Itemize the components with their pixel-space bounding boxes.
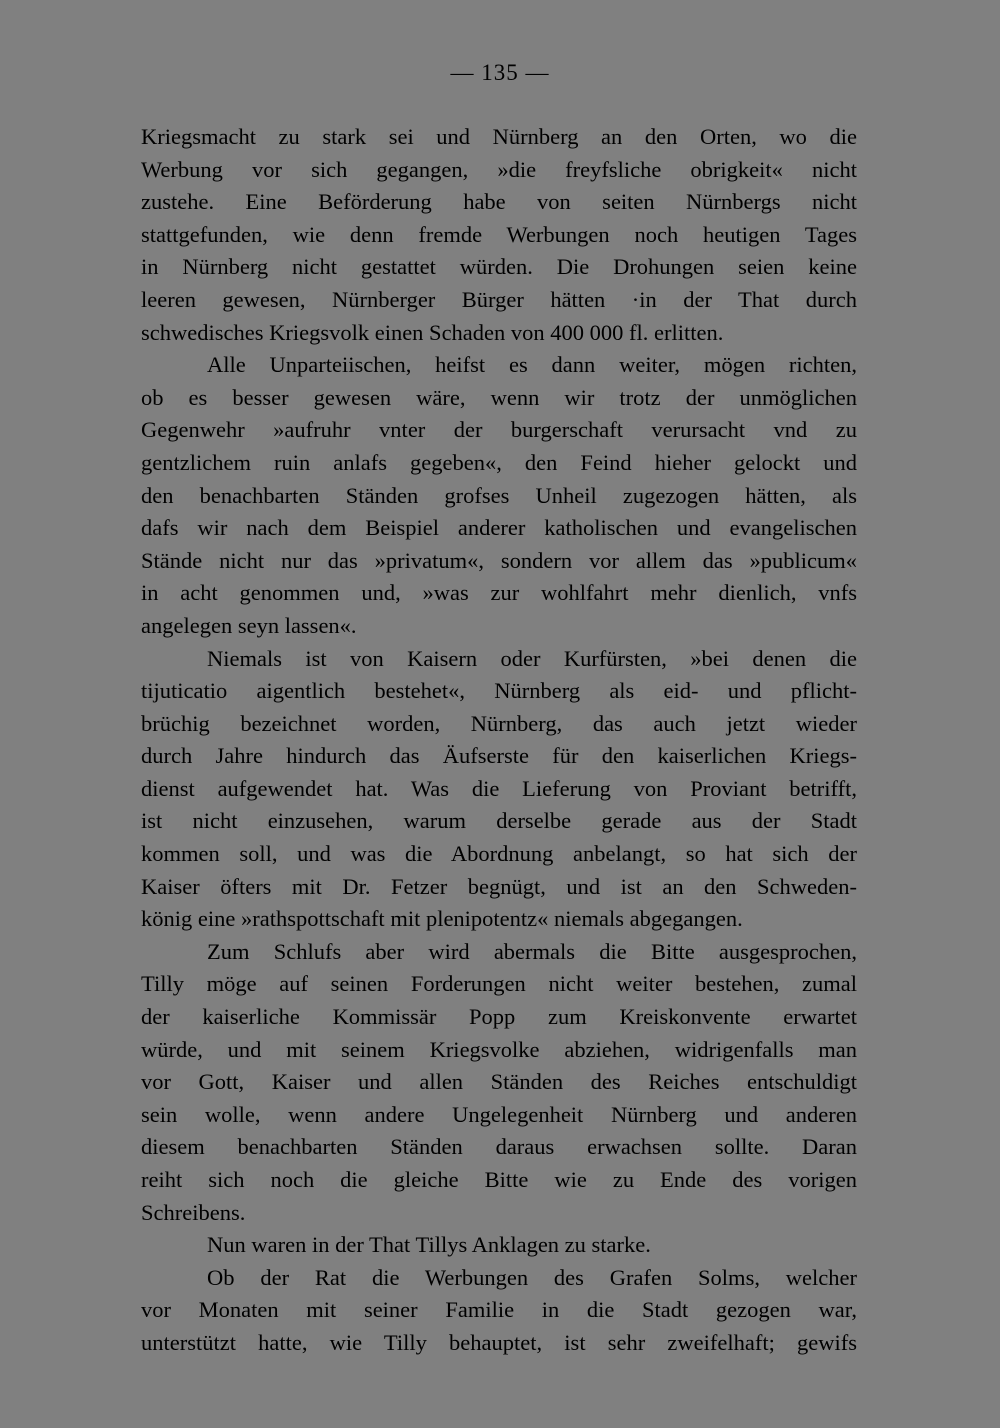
paragraph-first-line: Zum Schlufs aber wird abermals die Bitte ausgesprochen, <box>207 938 857 964</box>
text-line: Gegenwehr »aufruhr vnter der burgerschaft verursacht vnd zu <box>141 417 857 443</box>
text-line: reiht sich noch die gleiche Bitte wie zu Ende des vorigen <box>141 1167 857 1192</box>
text-line: vor Gott, Kaiser und allen Ständen des Reiches entschuldigt <box>141 1069 857 1095</box>
text-line: brüchig bezeichnet worden, Nürnberg, das auch jetzt wieder <box>141 710 857 736</box>
text-line: könig eine »rathspottschaft mit plenipotentz« niemals abgegangen. <box>141 906 743 932</box>
text-line: schwedisches Kriegsvolk einen Schaden von 400 000 fl. erlitten. <box>141 319 724 345</box>
text-line: ob es besser gewesen wäre, wenn wir trotz der unmöglichen <box>141 384 857 410</box>
text-line: durch Jahre hindurch das Äufserste für den kaiserlichen Kriegs- <box>141 743 857 769</box>
text-line: gentzlichem ruin anlafs gegeben«, den Feind hieher gelockt und <box>141 449 857 475</box>
text-line: in Nürnberg nicht gestattet würden. Die Drohungen seien keine <box>141 254 857 280</box>
text-line: Schreibens. <box>141 1199 246 1225</box>
text-line: Tilly möge auf seinen Forderungen nicht weiter bestehen, zumal <box>141 971 857 997</box>
text-line: kommen soll, und was die Abordnung anbelangt, so hat sich der <box>141 841 857 867</box>
text-line: Kriegsmacht zu stark sei und Nürnberg an den Orten, wo die <box>141 124 857 149</box>
text-line: diesem benachbarten Ständen daraus erwachsen sollte. Daran <box>141 1134 857 1160</box>
text-line: unterstützt hatte, wie Tilly behauptet, ist sehr zweifelhaft; gewifs <box>141 1329 857 1355</box>
paragraph-first-line: Niemals ist von Kaisern oder Kurfürsten, »bei denen die <box>207 645 857 671</box>
text-line: den benachbarten Ständen grofses Unheil zugezogen hätten, als <box>141 482 857 508</box>
text-line: Stände nicht nur das »privatum«, sondern vor allem das »publicum« <box>141 547 857 573</box>
text-line: stattgefunden, wie denn fremde Werbungen noch heutigen Tages <box>141 221 857 247</box>
text-line: angelegen seyn lassen«. <box>141 612 357 638</box>
page-number: — 135 — <box>450 60 550 85</box>
paragraph-first-line: Alle Unparteiischen, heifst es dann weiter, mögen richten, <box>207 352 857 378</box>
text-line: dafs wir nach dem Beispiel anderer katholischen und evangelischen <box>141 515 857 541</box>
text-line: vor Monaten mit seiner Familie in die Stadt gezogen war, <box>141 1297 857 1323</box>
body-text <box>141 121 857 1360</box>
text-line: tijuticatio aigentlich bestehet«, Nürnberg als eid- und pflicht- <box>141 678 857 704</box>
text-line: zustehe. Eine Beförderung habe von seiten Nürnbergs nicht <box>141 189 857 215</box>
text-line: Werbung vor sich gegangen, »die freyfsliche obrigkeit« nicht <box>141 156 857 182</box>
text-line: Kaiser öfters mit Dr. Fetzer begnügt, und ist an den Schweden- <box>141 873 857 899</box>
paragraph-first-line: Nun waren in der That Tillys Anklagen zu starke. <box>207 1232 651 1258</box>
text-line: würde, und mit seinem Kriegsvolke abziehen, widrigenfalls man <box>141 1036 857 1062</box>
text-line: ist nicht einzusehen, warum derselbe gerade aus der Stadt <box>141 808 857 834</box>
text-line: leeren gewesen, Nürnberger Bürger hätten ·in der That durch <box>141 286 857 312</box>
text-line: der kaiserliche Kommissär Popp zum Kreiskonvente erwartet <box>141 1004 857 1030</box>
text-line: dienst aufgewendet hat. Was die Lieferung von Proviant betrifft, <box>141 775 857 801</box>
paragraph-first-line: Ob der Rat die Werbungen des Grafen Solms, welcher <box>207 1264 857 1290</box>
text-line: in acht genommen und, »was zur wohlfahrt mehr dienlich, vnfs <box>141 580 857 606</box>
text-line: sein wolle, wenn andere Ungelegenheit Nürnberg und anderen <box>141 1101 857 1127</box>
